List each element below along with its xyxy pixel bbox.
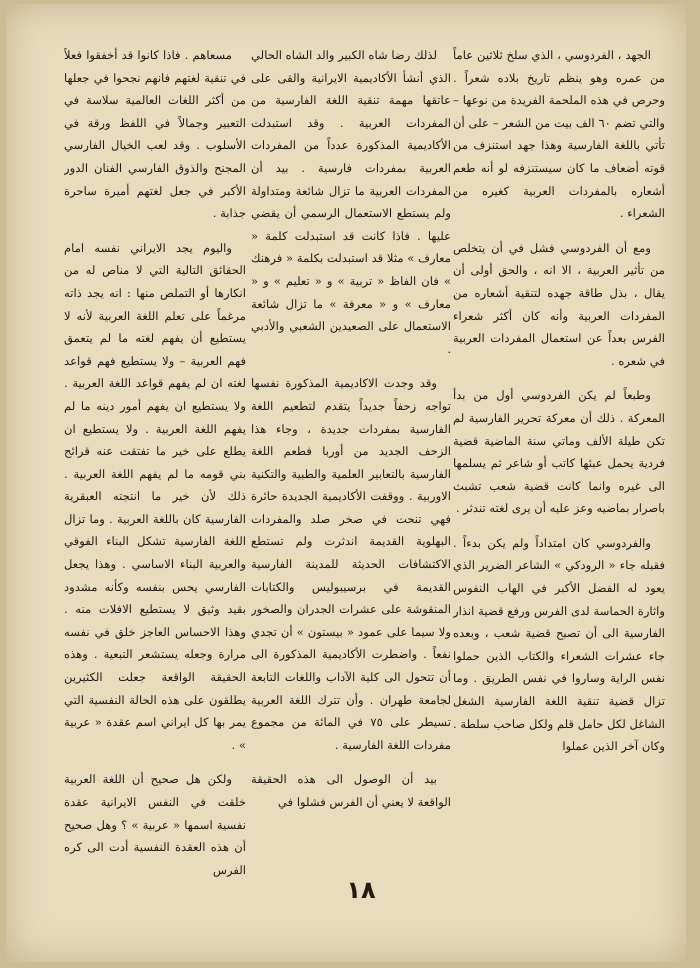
paragraph: واليوم يجد الايراني نفسه امام الحقائق التالية التي لا مناص له من انكارها أو التملص منها : انه يجد ذاته مرغماً على تعلم اللغة العربية لأنه لا يستطيع أن يفهم لغته ما لم يتعمق فهم العربية – ولا يستطيع فهم قواعد لغته ان لم يفهم قواعد اللغة العربية . ولا يستطيع ان يفهم أمور دينه ما لم يفهم اللغة العربية . ولا يستطيع ان يطلع على خير ما تفتقت عنه قرائح بني قومه ما لم يفهم اللغة العربية . ذلك لأن خير ما انتجته العبقرية الفارسية كان باللغة العربية . وما تزال اللغة الفارسية تشكل البناء الفوقي والعربية البناء الاساسي . وهذا يجعل الفارسي يحس بنفسه وكأنه مشدود بقيد وثيق لا يستطيع الافلات منه . وهذا الاحساس العاجز خلق في نفسه مرارة وجعله يستشعر التبعية . وهذه الحقيقة الواقعة جعلت الكثيرين يطلقون على هذه الحالة النفسية التي يمر بها كل ايراني اسم عقدة « عربية » . [64, 240, 246, 752]
paragraph: مسعاهم . فاذا كانوا قد أخفقوا فعلاً في تنقية لغتهم فانهم نجحوا في جعلها من أكثر اللغات العالمية سلاسة في التعبير وجمالاً في اللفظ ورقة في الأسلوب . وقد لعب الخيال الفارسي المجنح والذوق الفارسي الفنان الدور الأكبر في جعل لغتهم أميرة ساحرة جذابة . [64, 48, 246, 221]
paragraph: والفردوسي كان امتداداً ولم يكن بدءاً . فقبله جاء « الرودكي » الشاعر الضرير الذي يعود له الفضل الأكبر في الهاب النفوس واثارة الحماسة لدى الفرس ورفع قضية انذار الفارسية الى أن تصبح قضية شعب ، وبعده جاء عشرات الشعراء والكتاب الذين حملوا نفس الراية وساروا في نفس الطريق . وما تزال قضية تنقية اللغة الفارسية الشغل الشاغل لكل حامل قلم ولكل صاحب سلطة . وكان آخر الذين عملوا [453, 535, 665, 754]
page-number: ١٨ [346, 876, 376, 904]
paragraph: وقد وجدت الاكاديمية المذكورة نفسها تواجه زحفاً جديداً يتقدم لتطعيم اللغة الفارسية بمفردات جديدة ، وجاء هذا الزحف الجديد من أوربا فطعم اللغة الفارسية بالتعابير العلمية والطبية والتكنية الاوربية . ووقفت الأكاديمية الجديدة حائرة فهي تنحت في صخر صلد والمفردات البهلوية القديمة اندثرت ولم تستطع الاكتشافات الحديثة للمدينة الفارسية القديمة في برسيبوليس والكتابات المنقوشة على عشرات الجدران والصخور ولا سيما على عمود « بيستون » أن تجدي نفعاً . واضطرت الأكاديمية المذكورة الى أن تتحول الى كلية الآداب واللغات التابعة لجامعة طهران . وأن تترك اللغة العربية تسيطر على ٧٥ في المائة من مجموع مفردات اللغة الفارسية . [251, 376, 451, 752]
paragraph: ولكن هل صحيح أن اللغة العربية خلقت في النفس الايرانية عقدة نفسية اسمها « عربية » ؟ وهل صحيح أن هذه العقدة النفسية أدت الى كره الفرس [64, 772, 246, 877]
paragraph: بيد أن الوصول الى هذه الحقيقة الواقعة لا يعني أن الفرس فشلوا في [251, 772, 451, 809]
paragraph: لذلك رضا شاه الكبير والد الشاه الحالي الذي أنشأ الأكاديمية الايرانية والقى على عاتقها مهمة تنقية اللغة الفارسية من المفردات العربية . وقد استبدلت الأكاديمية المذكورة عدداً من المفردات العربية بمفردات فارسية . بيد أن المفردات العربية ما تزال شائعة ومتداولة ولم يستطع الاستعمال الرسمي أن يقضي عليها . فاذا كانت قد استبدلت كلمة « معارف » مثلا قد استبدلت بكلمة « فرهنك » فان الفاظ « تربية » و « تعليم » و « معارف » و « معرفة » ما تزال شائعة الاستعمال على الصعيدين الشعبي والأدبي . [251, 48, 451, 356]
magazine-page [6, 4, 686, 962]
text-column-left [64, 44, 246, 884]
paragraph: ومع أن الفردوسي فشل في أن يتخلص من تأثير العربية ، الا انه ، والحق أولى أن يقال ، بذل طاقة جهده لتنقية أشعاره من المفردات العربية وأنه كان أكثر شعراء الفرس بعداً عن استعمال المفردات العربية في شعره . [453, 240, 665, 368]
text-column-middle [251, 44, 451, 884]
paragraph: الجهد ، الفردوسي ، الذي سلخ ثلاثين عاماً من عمره وهو ينظم تاريخ بلاده شعراً . وحرص في هذه الملحمة الفريدة من نوعها – والتي تضم ٦٠ الف بيت من الشعر – على أن تأتي باللغة الفارسية وهذا جهد استنزف من قوته أضعاف ما كان سيستنزفه لو أنه طعم أشعاره بالمفردات العربية كغيره من الشعراء . [453, 48, 665, 221]
text-column-right [453, 44, 665, 884]
paragraph: وطبعاً لم يكن الفردوسي أول من بدأ المعركة . ذلك أن معركة تحرير الفارسية لم تكن طيلة الألف وماتي سنة الماضية قضية فردية يحمل عبئها كاتب أو شاعر ثم يسلمها الى غيره وانما كانت قضية شعب تشبث باصرار بماضيه وعز عليه أن يرى لغته تندثر . [453, 388, 665, 516]
